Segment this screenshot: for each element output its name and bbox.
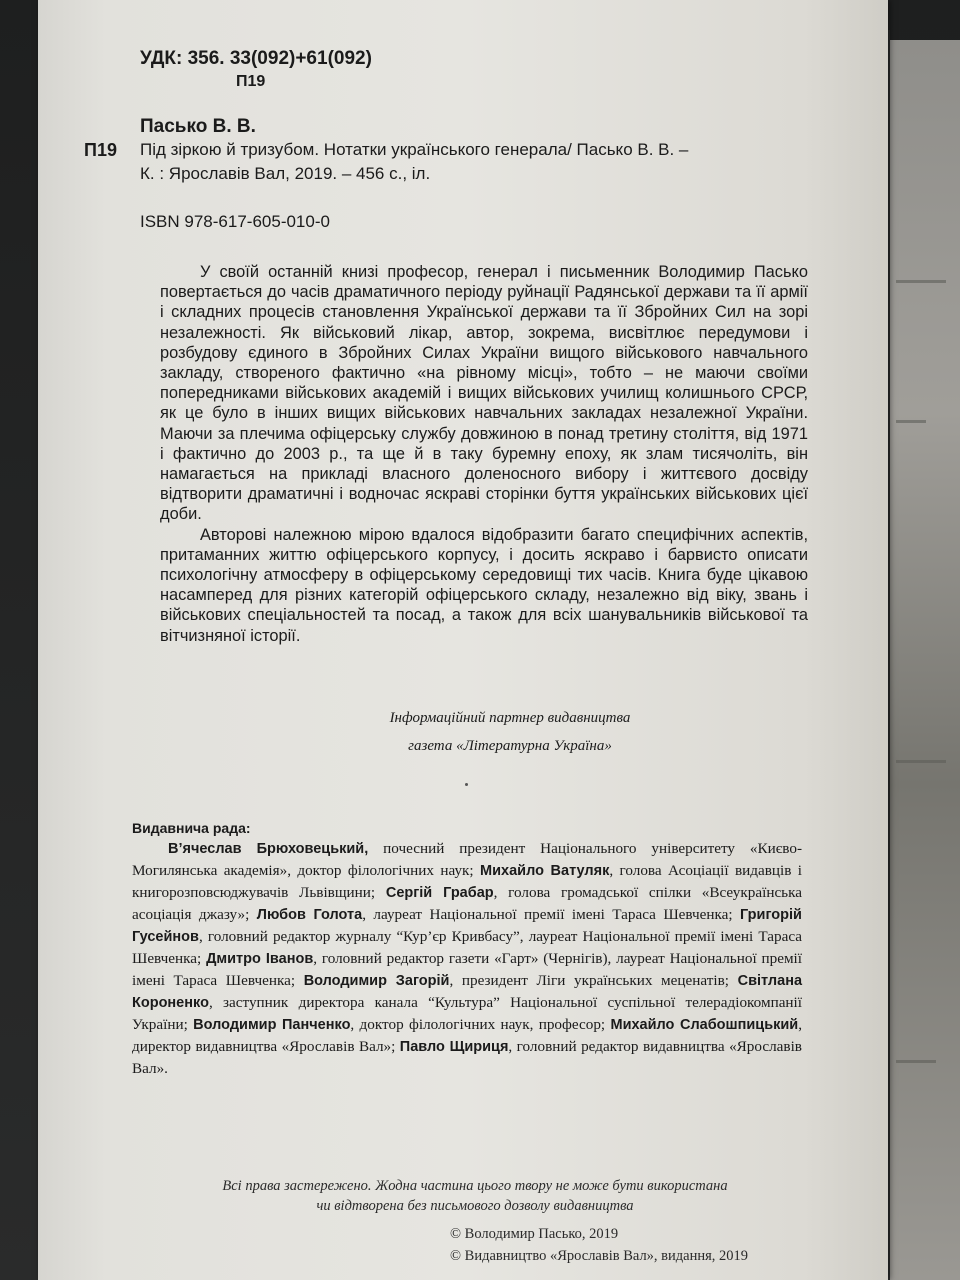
- board-member-desc: , заступник директора канала “Культура” Національної суспільної телерадіокомпанії України;: [132, 994, 802, 1033]
- rights-notice-cont: чи відтворена без письмового дозволу видавництва: [316, 1198, 634, 1214]
- board-member-desc: , доктор філологічних наук, професор;: [350, 1016, 611, 1033]
- bib-publisher-line: К. : Ярославів Вал, 2019. – 456 с., іл.: [140, 164, 431, 183]
- board-member-desc: почесний президент Національного університету «Києво-Могилянська академія», доктор філологічних наук;: [132, 840, 803, 879]
- annotation-text: [160, 262, 808, 646]
- rights-notice: Всі права застережено. Жодна частина цього твору не може бути використана: [222, 1178, 728, 1194]
- board-member-desc: , директор видавництва «Ярославів Вал»;: [132, 1016, 802, 1055]
- copyright-author: © Володимир Пасько, 2019: [450, 1226, 619, 1242]
- board-member-name: Дмитро Іванов: [206, 951, 314, 967]
- board-member-desc: , головний редактор газети «Гарт» (Чернігів), лауреат Національної премії імені Тараса Шевченка;: [132, 950, 802, 989]
- board-member-name: Михайло Слабошпицький: [610, 1017, 799, 1033]
- annotation-paragraph: У своїй останній книзі професор, генерал і письменник Володимир Пасько повертається до часів драматичного періоду руйнації Радянської держави та її армії і складних процесів становлення Української держави та її Збройних Сил на зорі незалежності. Як військовий лікар, автор, зокрема, висвітлює передумови і розбудову єдиного в Збройних Силах України вищого військового навчального закладу, створеного фактично «на рівному місці», тобто – не маючи своїми попередниками військових академій і вищих військових училищ колишнього СРСР, як це було в інших вищих військових навчальних закладах незалежної України. Маючи за плечима офіцерську службу довжиною в понад третину століття, від 1971 і фактично до 2003 р., та ще й в таку буремну епоху, як злам тисячоліть, він намагається на прикладі власного доленосного вибору і життєвого досвіду відтворити драматичні і водночас яскраві сторінки буття українських військових цієї доби.: [160, 263, 808, 524]
- board-members-text: [132, 838, 802, 1079]
- author-line: Пасько В. В.: [140, 116, 256, 137]
- board-title: Видавнича рада:: [132, 820, 251, 836]
- board-member-name: Володимир Загорій: [303, 973, 450, 989]
- board-member-desc: , головний редактор журналу “Кур’єр Кривбасу”, лауреат Національної премії імені Тараса Шевченка;: [132, 928, 802, 967]
- board-member-desc: , головний редактор видавництва «Ярославів Вал».: [132, 1038, 802, 1077]
- board-member-desc: , президент Ліги українських меценатів;: [449, 972, 738, 989]
- udc-code: П19: [236, 73, 266, 90]
- board-member-name: В’ячеслав Брюховецький,: [168, 841, 369, 857]
- copyright-publisher: © Видавництво «Ярославів Вал», видання, 2019: [450, 1248, 749, 1264]
- bib-title-line: Під зіркою й тризубом. Нотатки українського генерала/ Пасько В. В. –: [140, 140, 689, 159]
- partner-line: Інформаційний партнер видавництва: [389, 710, 631, 726]
- udc-line: УДК: 356. 33(092)+61(092): [140, 48, 372, 69]
- partner-newspaper: газета «Літературна Україна»: [408, 738, 612, 754]
- board-member-name: Світлана Короненко: [132, 973, 803, 1011]
- annotation-paragraph: Авторові належною мірою вдалося відобразити багато специфічних аспектів, притаманних життю офіцерського корпусу, і досить яскраво і барвисто описати психологічну атмосферу в офіцерському середовищі тих часів. Книга буде цікавою насамперед для різних категорій офіцерського складу, незалежно від віку, звань і військових спеціальностей та посад, а також для всіх шанувальників військової та вітчизняної історії.: [160, 525, 808, 645]
- board-member-name: Володимир Панченко: [193, 1017, 351, 1033]
- board-member-name: Павло Щириця: [399, 1039, 509, 1055]
- isbn-line: ISBN 978-617-605-010-0: [140, 212, 330, 231]
- separator-dot: [465, 783, 468, 786]
- board-member-name: Любов Голота: [256, 907, 363, 923]
- bib-code: П19: [84, 140, 117, 160]
- board-member-desc: , лауреат Національної премії імені Тараса Шевченка;: [362, 906, 741, 923]
- board-member-name: Михайло Ватуляк: [480, 863, 610, 879]
- editorial-board: [132, 838, 802, 1079]
- board-member-desc: , голова громадської спілки «Всеукраїнська асоціація джазу»;: [132, 884, 803, 923]
- board-member-name: Сергій Грабар: [385, 885, 494, 901]
- board-member-name: Григорій Гусейнов: [132, 907, 802, 945]
- board-member-desc: , голова Асоціації видавців і книгорозповсюджувачів Львівщини;: [132, 862, 802, 901]
